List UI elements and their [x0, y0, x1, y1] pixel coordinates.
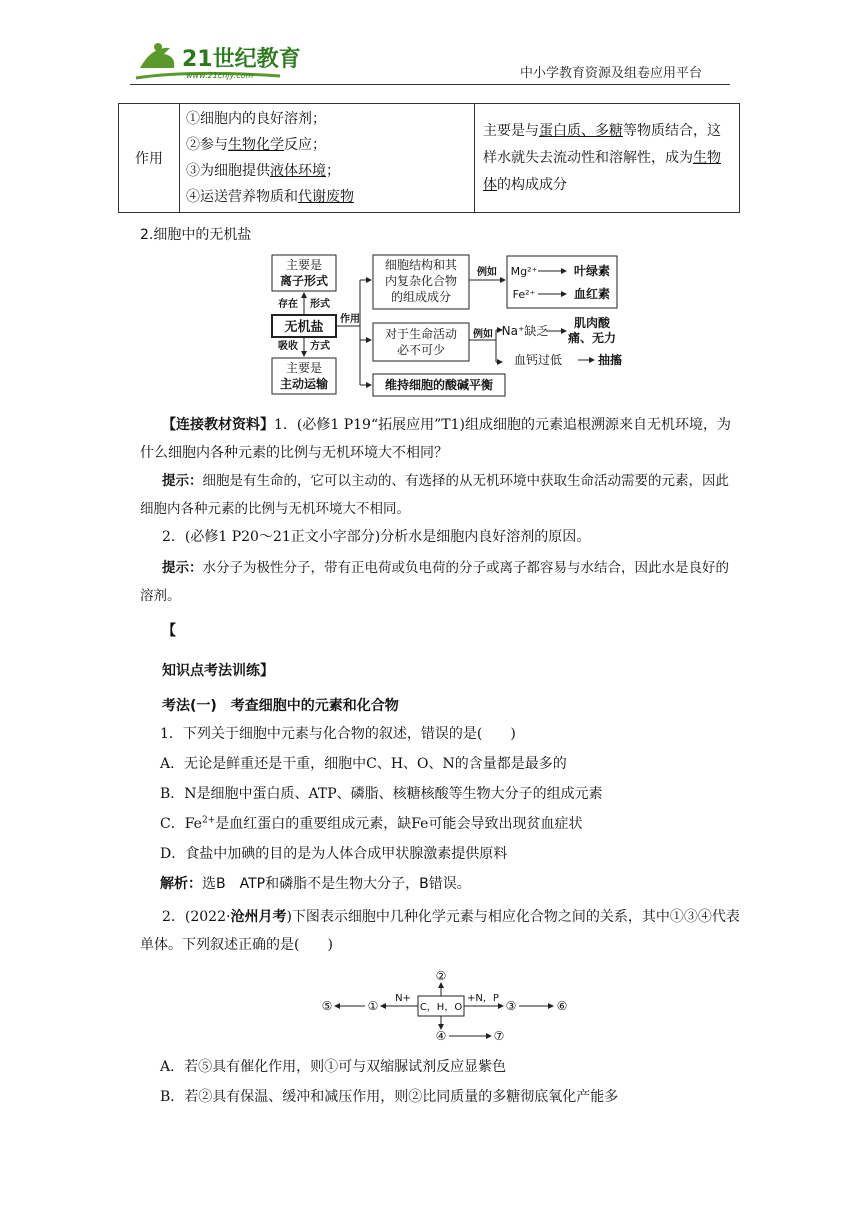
- node-2: ②: [435, 969, 447, 983]
- platform-name: 中小学教育资源及组卷应用平台: [520, 66, 703, 81]
- form-label: 形式: [310, 299, 330, 310]
- q1-stem: 1．下列关于细胞中元素与化合物的叙述，错误的是( ): [160, 726, 516, 742]
- node-1: ①: [367, 999, 379, 1013]
- node-6: ⑥: [556, 999, 568, 1013]
- logo-url: www.21cnjy.com: [186, 71, 254, 80]
- q2-stem: 2．(2022·沧州月考)下图表示细胞中几种化学元素与相应化合物之间的关系，其中①③④代表单体。下列叙述正确的是( ): [140, 909, 740, 953]
- example-label-2: 例如: [473, 329, 493, 340]
- center-elements: C，H，O: [419, 1002, 463, 1013]
- role-line-3: ③为细胞提供液体环境；: [186, 163, 340, 179]
- logo-text: 21世纪教育: [182, 47, 301, 72]
- textbook-answer-1: 提示：细胞是有生命的，它可以主动的、有选择的从无机环境中获取生命活动需要的元素，因此细胞内各种元素的比例与无机环境大不相同。: [140, 473, 729, 517]
- q2-option-a: A．若⑤具有催化作用，则①可与双缩脲试剂反应显紫色: [160, 1059, 507, 1075]
- open-bracket: 【: [162, 623, 176, 639]
- water-role-table: [118, 103, 740, 213]
- exist-label: 存在: [278, 299, 298, 310]
- structure-l2: 内复杂化合物: [384, 274, 458, 288]
- role-line-1: ①细胞内的良好溶剂；: [186, 111, 326, 127]
- role-label: 作用: [340, 314, 360, 325]
- heme-label: 血红素: [573, 287, 611, 301]
- q1-answer: 解析：选B ATP和磷脂不是生物大分子，B错误。: [160, 876, 471, 892]
- header-divider: [130, 84, 730, 85]
- ionic-form-l1: 主要是: [285, 258, 323, 272]
- inorganic-salt-node: 无机盐: [284, 320, 324, 335]
- structure-l1: 细胞结构和其: [384, 258, 458, 272]
- textbook-answer-2: 提示：水分子为极性分子，带有正电荷或负电荷的分子或离子都容易与水结合，因此水是良好的溶剂。: [140, 560, 729, 604]
- muscle-l1: 肌肉酸: [573, 316, 611, 330]
- chlorophyll-label: 叶绿素: [573, 264, 611, 278]
- q2-option-b: B．若②具有保温、缓冲和减压作用，则②比同质量的多糖彻底氧化产能多: [160, 1089, 619, 1105]
- muscle-l2: 痛、无力: [567, 331, 617, 345]
- q1-option-a: A．无论是鲜重还是干重，细胞中C、H、O、N的含量都是最多的: [160, 756, 567, 772]
- role-line-4: ④运送营养物质和代谢废物: [186, 189, 354, 205]
- site-logo: [130, 38, 310, 84]
- bound-water-role: 主要是与蛋白质、多糖等物质结合，这样水就失去流动性和溶解性，成为生物体的构成成分: [475, 104, 740, 213]
- n-plus-label: N+: [395, 993, 411, 1004]
- manner-label: 方式: [310, 341, 330, 352]
- training-title: 知识点考法训练】: [162, 663, 274, 679]
- na-deficiency: Na⁺缺乏: [501, 324, 549, 338]
- node-4: ④: [435, 1029, 447, 1043]
- acid-base-balance: 维持细胞的酸碱平衡: [384, 378, 494, 392]
- low-calcium: 血钙过低: [513, 353, 563, 367]
- life-essential-l2: 必不可少: [396, 343, 446, 357]
- textbook-question-2: 2．(必修1 P20～21正文小字部分)分析水是细胞内良好溶剂的原因。: [162, 529, 591, 545]
- q1-option-d: D．食盐中加碘的目的是为人体合成甲状腺激素提供原料: [160, 846, 508, 862]
- section-title-salts: 2.细胞中的无机盐: [140, 227, 252, 243]
- q1-option-b: B．N是细胞中蛋白质、ATP、磷脂、核糖核酸等生物大分子的组成元素: [160, 786, 603, 802]
- q1-option-c: C．$Fe^{2+}$是血红蛋白的重要组成元素，缺Fe可能会导致出现贫血症状: [160, 815, 583, 832]
- example-label-1: 例如: [477, 267, 497, 278]
- absorb-label: 吸收: [278, 341, 298, 352]
- node-3: ③: [505, 999, 517, 1013]
- node-7: ⑦: [493, 1029, 505, 1043]
- row-label: 作用: [119, 104, 180, 213]
- free-water-roles: [180, 104, 475, 213]
- ionic-form-l2: 离子形式: [279, 274, 329, 288]
- method-1-title: 考法(一) 考查细胞中的元素和化合物: [162, 698, 399, 714]
- node-5: ⑤: [321, 999, 333, 1013]
- textbook-question-1: 【连接教材资料】1．(必修1 P19“拓展应用”T1)组成细胞的元素追根溯源来自无机环境，为什么细胞内各种元素的比例与无机环境大不相同？: [140, 417, 731, 461]
- element-compound-figure: [315, 965, 575, 1045]
- fe-ion: Fe²⁺: [512, 288, 536, 301]
- structure-l3: 的组成成分: [390, 290, 452, 304]
- spasm-label: 抽搐: [597, 353, 623, 367]
- active-transport-l2: 主动运输: [279, 377, 329, 391]
- mg-ion: Mg²⁺: [510, 265, 538, 278]
- role-line-2: ②参与生物化学反应；: [186, 137, 326, 153]
- np-label: +N，P: [467, 993, 499, 1004]
- life-essential-l1: 对于生命活动: [384, 327, 458, 341]
- inorganic-salt-diagram: [260, 250, 630, 400]
- active-transport-l1: 主要是: [285, 361, 323, 375]
